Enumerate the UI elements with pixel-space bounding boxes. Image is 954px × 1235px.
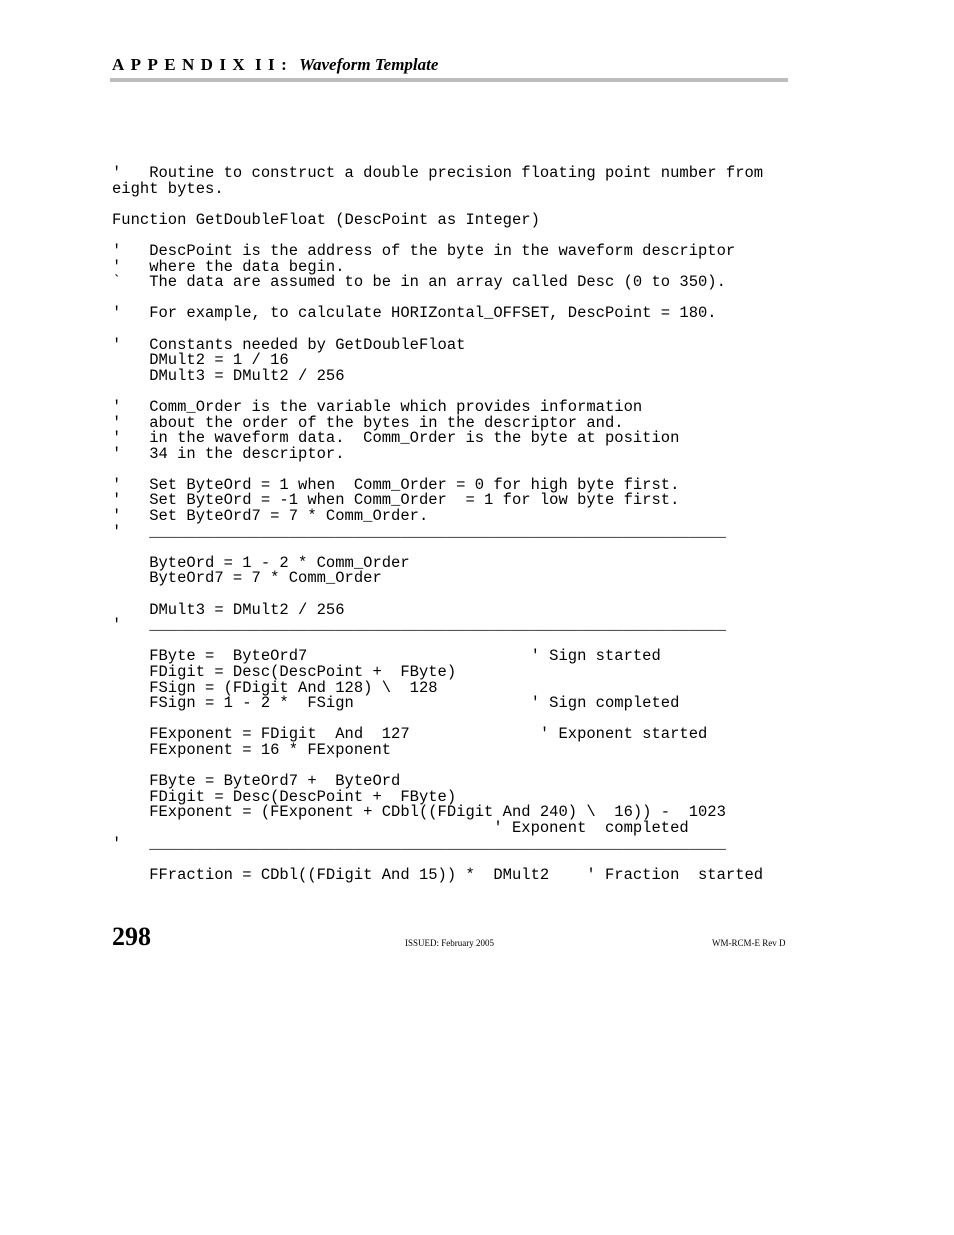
code-line: FExponent = (FExponent + CDbl((FDigit And 240) \ 16)) - 1023 [112,803,726,822]
code-line: ' in the waveform data. Comm_Order is the byte at position [112,429,680,448]
code-line: FExponent = FDigit And 127 ' Exponent started [112,725,708,744]
code-line: ' Set ByteOrd7 = 7 * Comm_Order. [112,507,429,526]
page-number: 298 [112,922,151,951]
code-line: DMult3 = DMult2 / 256 [112,366,345,385]
code-line: ' ______________________________________________________________ [112,834,726,853]
appendix-label: APPENDIX [112,55,252,74]
document-reference: WM-RCM-E Rev D [712,938,786,948]
appendix-number: II: [255,55,294,74]
code-line: Function GetDoubleFloat (DescPoint as Integer) [112,210,540,229]
code-line: ' where the data begin. [112,257,345,276]
code-line: ' For example, to calculate HORIZontal_OFFSET, DescPoint = 180. [112,304,717,323]
running-header [112,55,788,79]
code-line: FDigit = Desc(DescPoint + FByte) [112,663,457,681]
code-line: ' ______________________________________________________________ [112,616,726,635]
code-line: ' about the order of the bytes in the descriptor and. [112,413,624,432]
code-line: eight bytes. [112,179,224,198]
code-line: FByte = ByteOrd7 ' Sign started [112,647,661,666]
code-line: FSign = 1 - 2 * FSign ' Sign completed [112,694,680,713]
appendix-title: Waveform Template [299,55,439,74]
header-rule [110,78,788,82]
code-line: ' Routine to construct a double precision floating point number from [112,164,764,182]
code-line: ' Set ByteOrd = -1 when Comm_Order = 1 for low byte first. [112,491,680,510]
code-line: FExponent = 16 * FExponent [112,740,392,759]
code-line: ' Exponent completed [112,818,689,837]
code-line: ` The data are assumed to be in an array called Desc (0 to 350). [112,273,726,292]
issued-date: ISSUED: February 2005 [405,938,494,948]
code-line: FSign = (FDigit And 128) \ 128 [112,678,438,697]
code-line: FByte = ByteOrd7 + ByteOrd [112,772,401,791]
code-line: ByteOrd = 1 - 2 * Comm_Order [112,553,410,572]
code-line: ' Constants needed by GetDoubleFloat [112,335,466,354]
code-line: ' Set ByteOrd = 1 when Comm_Order = 0 for high byte first. [112,475,680,494]
code-line: DMult3 = DMult2 / 256 [112,600,345,619]
code-listing [112,166,763,883]
code-line: ' ______________________________________________________________ [112,522,726,541]
code-line: FFraction = CDbl((FDigit And 15)) * DMult2 ' Fraction started [112,865,764,884]
code-line: ' DescPoint is the address of the byte in the waveform descriptor [112,241,736,260]
code-line: DMult2 = 1 / 16 [112,351,289,370]
code-line: ' 34 in the descriptor. [112,444,345,463]
code-line: FDigit = Desc(DescPoint + FByte) [112,787,457,806]
code-line: ' Comm_Order is the variable which provides information [112,397,643,416]
code-line: ByteOrd7 = 7 * Comm_Order [112,569,382,588]
